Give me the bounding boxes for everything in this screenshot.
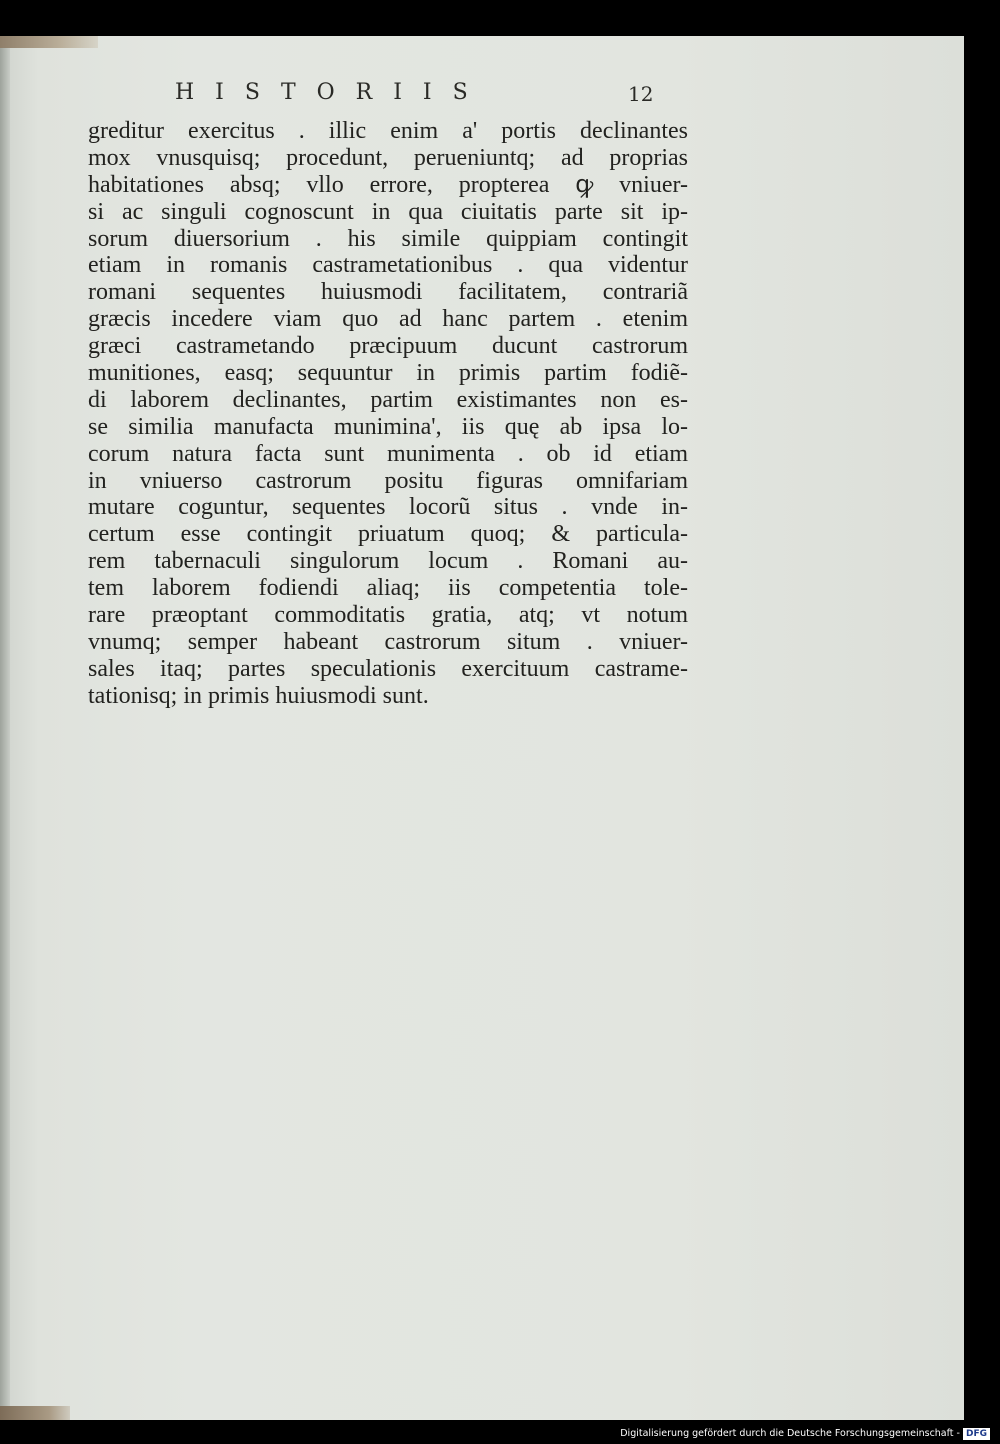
page-edge — [0, 36, 10, 1420]
text-line: di laborem declinantes, partim existimantes non es- — [88, 386, 688, 413]
text-line: munitiones, easq; sequuntur in primis partim fodiẽ- — [88, 360, 688, 387]
text-line: greditur exercitus . illic enim a' portis declinantes — [88, 118, 688, 144]
text-line: tationisq; in primis huiusmodi sunt. — [88, 682, 429, 709]
text-line: etiam in romanis castrametationibus . qua videntur — [88, 252, 688, 279]
digitization-credit — [620, 1426, 990, 1442]
text-line: vnumq; semper habeant castrorum situm . vniuer- — [88, 628, 688, 655]
text-line: corum natura facta sunt munimenta . ob id etiam — [88, 440, 688, 467]
text-line: si ac singuli cognoscunt in qua ciuitatis parte sit ip- — [88, 198, 688, 225]
dfg-logo: DFG — [963, 1428, 990, 1440]
text-line: græcis incedere viam quo ad hanc partem . etenim — [88, 306, 688, 333]
text-line: mutare coguntur, sequentes locorũ situs . vnde in- — [88, 494, 688, 521]
text-line: tem laborem fodiendi aliaq; iis competentia tole- — [88, 575, 688, 602]
running-head: HISTORIIS — [175, 80, 489, 105]
text-line: rem tabernaculi singulorum locum . Romani au- — [88, 548, 688, 575]
text-line: se similia manufacta munimina', iis quę ab ipsa lo- — [88, 413, 688, 440]
text-line: mox vnusquisq; procedunt, perueniuntq; ad proprias — [88, 144, 688, 171]
credit-text: Digitalisierung gefördert durch die Deutsche Forschungsgemeinschaft - — [620, 1428, 960, 1439]
text-line: habitationes absq; vllo errore, propterea ꝙ vniuer- — [88, 171, 688, 198]
binding-top — [0, 36, 98, 48]
text-line: sorum diuersorium . his simile quippiam contingit — [88, 225, 688, 252]
body-text — [88, 118, 688, 710]
text-line: romani sequentes huiusmodi facilitatem, contrariã — [88, 279, 688, 306]
page-number: 12 — [628, 82, 654, 106]
binding-bottom — [0, 1406, 70, 1420]
text-line: in vniuerso castrorum positu figuras omnifariam — [88, 467, 688, 494]
text-line: sales itaq; partes speculationis exercituum castrame- — [88, 655, 688, 682]
text-line: græci castrametando præcipuum ducunt castrorum — [88, 333, 688, 360]
text-line: certum esse contingit priuatum quoq; & particula- — [88, 521, 688, 548]
text-line: rare præoptant commoditatis gratia, atq; vt notum — [88, 602, 688, 629]
